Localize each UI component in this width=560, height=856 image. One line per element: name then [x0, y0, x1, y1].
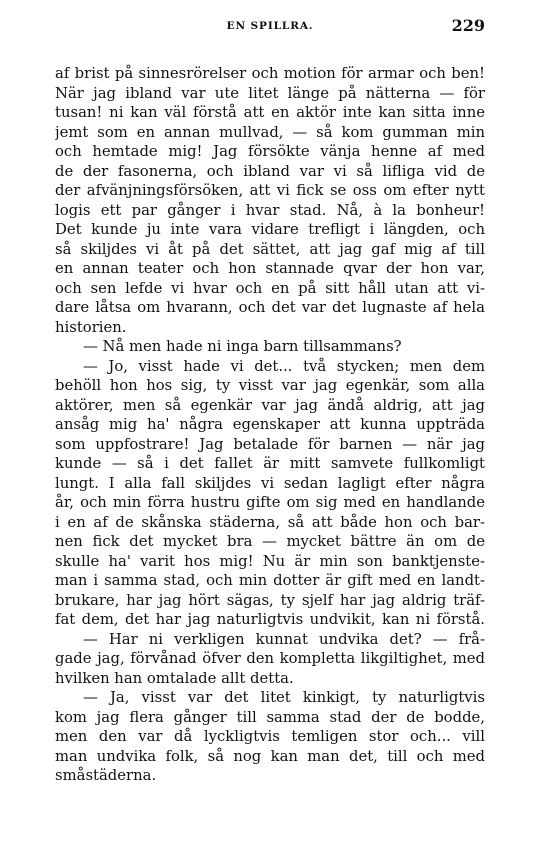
running-title: EN SPILLRA. [226, 20, 314, 32]
text-line: år, och min förra hustru gifte om sig med en handlande [55, 494, 485, 511]
text-line: en annan teater och hon stannade qvar der hon var, [55, 260, 485, 277]
text-line: hvilken han omtalade allt detta. [55, 669, 294, 687]
text-line: och sen lefde vi hvar och en på sitt håll utan att vi- [55, 279, 485, 297]
text-line: man undvika folk, så nog kan man det, till och med [55, 747, 485, 765]
text-line: der afvänjningsförsöken, att vi fick se oss om efter nytt [55, 182, 485, 199]
text-line: dare låtsa om hvarann, och det var det lugnaste af hela [55, 299, 485, 316]
text-line: När jag ibland var ute litet länge på nätterna — för [55, 84, 485, 102]
page-number: 229 [451, 16, 485, 35]
text-line: kunde — så i det fallet är mitt samvete fullkomligt [55, 455, 485, 472]
book-page [55, 14, 485, 786]
text-line: logis ett par gånger i hvar stad. Nå, à la bonheur! [55, 201, 485, 219]
text-line: de der fasonerna, och ibland var vi så lifliga vid de [55, 162, 485, 180]
text-line: aktörer, men så egenkär var jag ändå aldrig, att jag [55, 396, 485, 414]
text-line: och hemtade mig! Jag försökte vänja henne af med [55, 143, 485, 160]
text-line: ansåg mig ha' några egenskaper att kunna uppträda [55, 416, 485, 433]
text-line: af brist på sinnesrörelser och motion för armar och ben! [55, 65, 485, 82]
text-line: kom jag flera gånger till samma stad der de bodde, [55, 708, 485, 726]
text-line: men den var då lyckligtvis temligen stor och... vill [55, 728, 485, 745]
text-line: som uppfostrare! Jag betalade för barnen — när jag [55, 435, 485, 453]
text-line: tusan! ni kan väl förstå att en aktör inte kan sitta inne [55, 104, 485, 121]
text-line: behöll hon hos sig, ty visst var jag egenkär, som alla [55, 377, 485, 394]
text-line: man i samma stad, och min dotter är gift med en landt- [55, 572, 485, 589]
text-line: så skiljdes vi åt på det sättet, att jag gaf mig af till [55, 240, 485, 258]
text-line: jemt som en annan mullvad, — så kom gumman min [55, 123, 485, 141]
text-line: brukare, har jag hört sägas, ty sjelf har jag aldrig träf- [55, 591, 485, 609]
text-line: skulle ha' varit hos mig! Nu är min son banktjenste- [55, 552, 485, 570]
text-line: gade jag, förvånad öfver den kompletta likgiltighet, med [55, 650, 485, 667]
text-line: — Har ni verkligen kunnat undvika det? — frå- [83, 630, 485, 648]
text-line: i en af de skånska städerna, så att både hon och bar- [55, 513, 485, 531]
running-header [55, 14, 485, 44]
text-line: lungt. I alla fall skiljdes vi sedan lagligt efter några [55, 474, 485, 492]
text-line: historien. [55, 318, 127, 336]
text-line: Det kunde ju inte vara vidare trefligt i längden, och [55, 221, 485, 238]
text-line: — Nå men hade ni inga barn tillsammans? [83, 338, 402, 355]
text-line: — Jo, visst hade vi det... två stycken; men dem [83, 357, 485, 375]
text-line: — Ja, visst var det litet kinkigt, ty naturligtvis [83, 689, 485, 706]
text-line: småstäderna. [55, 767, 157, 784]
text-line: fat dem, det har jag naturligtvis undvikit, kan ni förstå. [55, 611, 485, 628]
text-line: nen fick det mycket bra — mycket bättre än om de [55, 533, 485, 550]
body-text [55, 64, 485, 786]
